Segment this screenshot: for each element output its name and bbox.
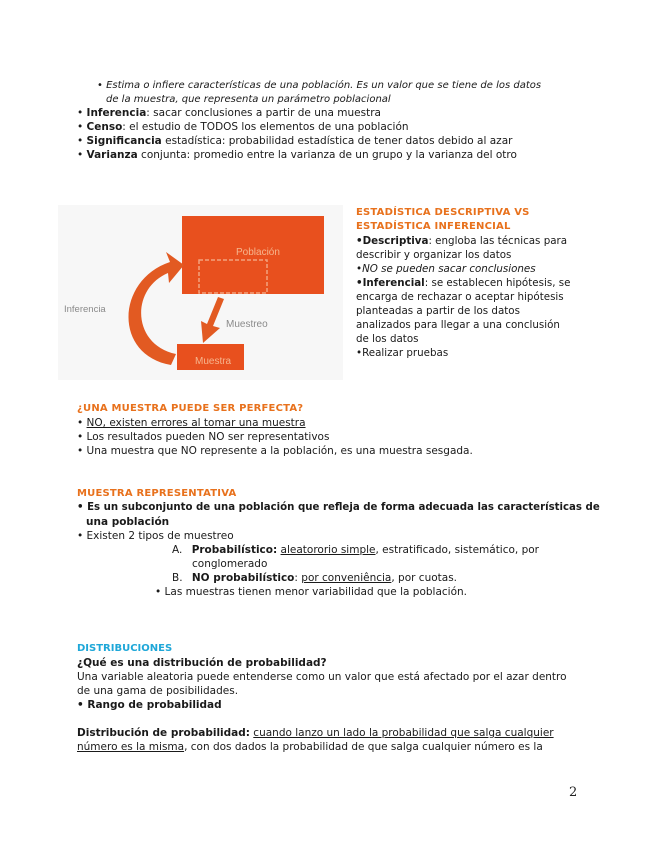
descriptiva-line-2: describir y organizar los datos bbox=[356, 249, 512, 261]
distribucion-def-1: Distribución de probabilidad: cuando lanzo un lado la probabilidad que salga cualquier bbox=[77, 727, 554, 739]
bullet-icon: • bbox=[77, 699, 88, 711]
bullet-icon: • bbox=[155, 586, 165, 598]
rango-bullet: • Rango de probabilidad bbox=[77, 699, 222, 711]
bullet-icon: • bbox=[77, 121, 87, 133]
bullet-icon: • bbox=[77, 107, 87, 119]
desc-inf-heading-1: ESTADÍSTICA DESCRIPTIVA VS bbox=[356, 207, 530, 218]
descriptiva-note: •NO se pueden sacar conclusiones bbox=[356, 263, 536, 275]
sub-bullet-line-2: de la muestra, que representa un parámetro poblacional bbox=[106, 94, 391, 105]
sampling-diagram-svg bbox=[58, 205, 343, 380]
bullet-icon: • bbox=[77, 135, 87, 147]
muestreo-label: Muestreo bbox=[226, 319, 268, 330]
bullet-icon: • bbox=[77, 149, 87, 161]
desc-inf-block bbox=[356, 206, 576, 360]
representativa-bullet-1-cont: una población bbox=[86, 516, 170, 528]
perfecta-bullet-2: • Los resultados pueden NO ser representativos bbox=[77, 431, 330, 443]
distribucion-def-2: número es la misma, con dos dados la probabilidad de que salga cualquier número es la bbox=[77, 741, 543, 753]
desc-inf-heading-2: ESTADÍSTICA INFERENCIAL bbox=[356, 221, 511, 232]
distribucion-paragraph-1: Una variable aleatoria puede entenderse como un valor que está afectado por el azar dentro bbox=[77, 671, 567, 683]
distribuciones-heading: DISTRIBUCIONES bbox=[77, 643, 173, 654]
distribucion-question: ¿Qué es una distribución de probabilidad? bbox=[77, 657, 327, 669]
perfecta-bullet-1: • NO, existen errores al tomar una muestra bbox=[77, 417, 306, 429]
inferencial-line-3: planteadas a partir de los datos bbox=[356, 305, 520, 317]
realizar-pruebas: •Realizar pruebas bbox=[356, 347, 449, 359]
representativa-bullet-2: • Existen 2 tipos de muestreo bbox=[77, 530, 234, 542]
muestra-label: Muestra bbox=[195, 356, 232, 367]
tipo-a: A. Probabilístico: aleatororio simple, estratificado, sistemático, por bbox=[172, 544, 540, 556]
inferencial-line-5: de los datos bbox=[356, 333, 419, 345]
perfecta-heading: ¿UNA MUESTRA PUEDE SER PERFECTA? bbox=[77, 403, 304, 414]
perfecta-bullet-3: • Una muestra que NO represente a la población, es una muestra sesgada. bbox=[77, 445, 473, 457]
inferencial-line-2: encarga de rechazar o aceptar hipótesis bbox=[356, 291, 564, 303]
inferencial-line-1: •Inferencial: se establecen hipótesis, se bbox=[356, 277, 571, 289]
bullet-icon: • bbox=[77, 431, 87, 443]
bullet-varianza: • Varianza conjunta: promedio entre la varianza de un grupo y la varianza del otro bbox=[77, 149, 517, 161]
tipo-a-cont: conglomerado bbox=[192, 558, 268, 570]
representativa-note: • Las muestras tienen menor variabilidad que la población. bbox=[155, 586, 467, 598]
tipo-b: B. NO probabilístico: por conveniência, por cuotas. bbox=[172, 572, 458, 584]
bullet-censo: • Censo: el estudio de TODOS los elementos de una población bbox=[77, 121, 409, 133]
inferencia-label: Inferencia bbox=[64, 304, 106, 315]
sampling-diagram bbox=[58, 205, 343, 380]
representativa-bullet-1: • Es un subconjunto de una población que refleja de forma adecuada las características de bbox=[77, 502, 600, 513]
bullet-icon: • bbox=[77, 417, 87, 429]
distribucion-paragraph-2: de una gama de posibilidades. bbox=[77, 685, 239, 697]
descriptiva-line-1: •Descriptiva: engloba las técnicas para bbox=[356, 235, 568, 247]
bullet-icon: • bbox=[77, 502, 88, 513]
bullet-inferencia: • Inferencia: sacar conclusiones a partir de una muestra bbox=[77, 107, 381, 119]
bullet-icon: • bbox=[77, 445, 87, 457]
inferencial-line-4: analizados para llegar a una conclusión bbox=[356, 319, 560, 331]
sub-bullet-line-1: • Estima o infiere características de una población. Es un valor que se tiene de los datos bbox=[97, 80, 542, 91]
bullet-icon: • bbox=[97, 80, 107, 91]
page-number: 2 bbox=[569, 785, 578, 800]
bullet-significancia: • Significancia estadística: probabilidad estadística de tener datos debido al azar bbox=[77, 135, 513, 147]
bullet-icon: • bbox=[77, 530, 87, 542]
representativa-heading: MUESTRA REPRESENTATIVA bbox=[77, 488, 237, 499]
poblacion-label: Población bbox=[236, 247, 280, 258]
